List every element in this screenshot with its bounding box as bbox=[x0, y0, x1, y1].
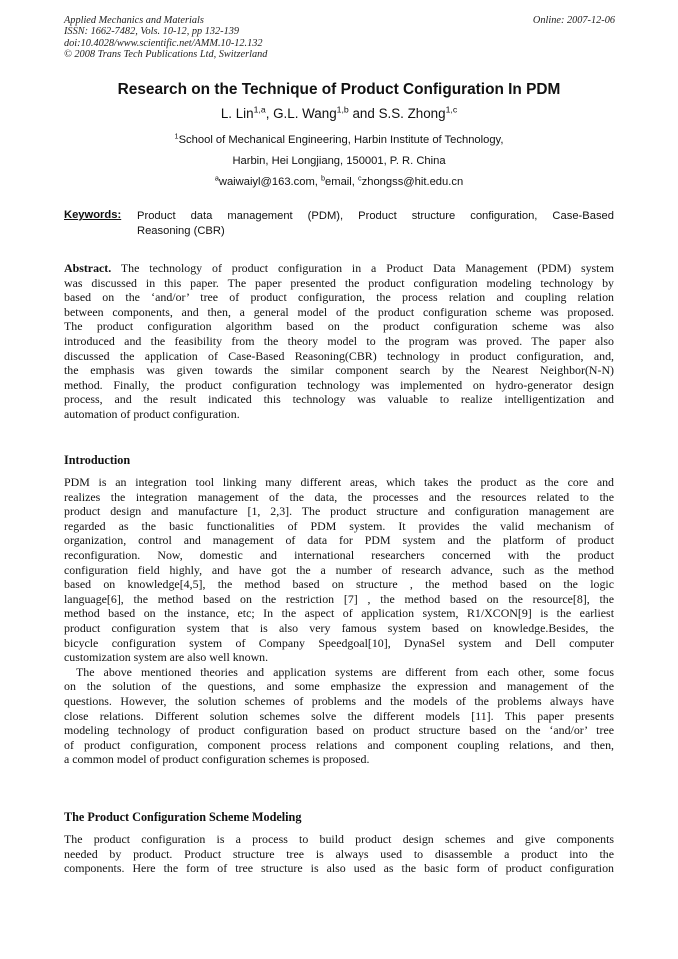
author-sup: 1,a bbox=[253, 104, 266, 115]
paragraph-line: product design and manufacture [1, 2,3]. The product structure and configuration management are bbox=[64, 504, 614, 519]
author-sup: 1,b bbox=[336, 104, 349, 115]
paragraph-line: The above mentioned theories and application systems are different from each other, some focus bbox=[76, 664, 614, 679]
email-sup: c bbox=[358, 173, 362, 183]
author-sup: 1,c bbox=[445, 104, 458, 115]
doi-line: doi:10.4028/www.scientific.net/AMM.10-12.132 bbox=[64, 37, 263, 49]
abstract-line: automation of product configuration. bbox=[64, 406, 240, 421]
abstract-line: process, and the result indicated this technology was valuable to realize intelligentization and bbox=[64, 392, 614, 407]
section-heading: The Product Configuration Scheme Modeling bbox=[64, 810, 302, 824]
paragraph-line: configuration field highly, and have got the a number of research advance, such as the method bbox=[64, 562, 614, 577]
paragraph-line: reconfiguration. Now, domestic and international researchers concerned with the product bbox=[64, 547, 614, 562]
keywords-label: Keywords: bbox=[64, 209, 122, 221]
paper-title: Research on the Technique of Product Configuration In PDM bbox=[117, 81, 561, 98]
abstract-line: discussed the application of Case-Based Reasoning(CBR) technology in product configuration, and, bbox=[64, 348, 614, 363]
paragraph-line: product configuration system that is also very famous system based on knowledge.Besides, the bbox=[64, 620, 614, 635]
paragraph-line: based on knowledge[4,5], the method based on structure , the method based on the logic bbox=[64, 577, 614, 592]
affiliation-sup: 1 bbox=[174, 131, 179, 141]
paragraph-line: bicycle configuration system of Company Speedgoal[10], DynaSel system and Dell computer bbox=[64, 635, 614, 650]
copyright-line: © 2008 Trans Tech Publications Ltd, Switzerland bbox=[64, 49, 268, 61]
abstract-line: was discussed in this paper. The paper presented the product configuration modeling technology by bbox=[64, 275, 614, 290]
email-sup: b bbox=[321, 173, 326, 183]
abstract-line: the emphasis was given towards the similar component search by the Nearest Neighbor(N-N) bbox=[64, 363, 614, 378]
paragraph-line: on the solution of the questions, and some emphasize the expression and management of the bbox=[64, 679, 614, 694]
online-date: Online: 2007-12-06 bbox=[532, 15, 615, 26]
keywords-line: Reasoning (CBR) bbox=[137, 225, 225, 237]
abstract-line: The product configuration algorithm based on the product configuration scheme was also bbox=[64, 319, 614, 334]
paragraph-line: regarded as the basic functionalities of PDM system. It provides the valid mechanism of bbox=[64, 518, 614, 533]
paragraph-line: components. Here the form of tree structure is also used as the basic form of product configuration bbox=[64, 861, 614, 876]
issn-line: ISSN: 1662-7482, Vols. 10-12, pp 132-139 bbox=[64, 26, 240, 38]
paragraph-line: organization, control and management of data for PDM system and the platform of product bbox=[64, 533, 614, 548]
section-body bbox=[64, 832, 614, 876]
affiliation-text: School of Mechanical Engineering, Harbin Institute of Technology, bbox=[178, 134, 504, 146]
paragraph-line: The product configuration is a process to build product design schemes and give components bbox=[64, 832, 614, 846]
paragraph-line: questions. However, the solution schemes of problems and the models of the problems always have bbox=[64, 693, 614, 708]
author-name: S.S. Zhong bbox=[378, 106, 446, 121]
paragraph-line: of product configuration, component process relations and component coupling relations, and then, bbox=[64, 737, 614, 752]
affiliation-line-1 bbox=[30, 131, 648, 146]
author-name: G.L. Wang bbox=[273, 106, 337, 121]
paragraph-line: language[6], the method based on the restriction [7] , the method based on the resource[8], the bbox=[64, 591, 614, 606]
abstract-line bbox=[64, 261, 614, 276]
paragraph-line: method based on the instance, etc; In the aspect of application system, R1/XCON[9] is the earliest bbox=[64, 606, 614, 621]
email-text: email, bbox=[325, 176, 358, 188]
abstract-line: between components, and then, a general model of the product configuration scheme was proposed. bbox=[64, 304, 614, 319]
abstract-line: based on the ‘and/or’ tree of product configuration, the process relation and coupling relation bbox=[64, 290, 614, 305]
abstract-label: Abstract. bbox=[64, 261, 112, 275]
author-separator: and bbox=[348, 106, 379, 121]
author-list bbox=[30, 106, 648, 121]
paragraph-line: a common model of product configuration schemes is proposed. bbox=[64, 752, 370, 767]
keywords-line: Product data management (PDM), Product structure configuration, Case-Based bbox=[137, 210, 614, 222]
email-text: waiwaiyl@163.com, bbox=[218, 176, 321, 188]
abstract-block bbox=[64, 261, 614, 422]
abstract-line: introduced and the feasibility from the theory model to the program was proved. The paper also bbox=[64, 333, 614, 348]
paragraph-line: modeling technology of product configuration based on product structure based on the ‘and/or’ tree bbox=[64, 723, 614, 738]
abstract-line: method. Finally, the product configuration technology was implemented on hydro-generator design bbox=[64, 377, 614, 392]
introduction-heading: Introduction bbox=[64, 453, 131, 467]
email-line bbox=[30, 173, 648, 188]
paragraph-line: PDM is an integration tool linking many different areas, which takes the product as the core and bbox=[64, 475, 614, 489]
journal-name: Applied Mechanics and Materials bbox=[64, 15, 204, 26]
affiliation-line-2: Harbin, Hei Longjiang, 150001, P. R. China bbox=[232, 155, 446, 167]
paragraph-line: realizes the integration management of the data, the processes and the resources related to the bbox=[64, 489, 614, 504]
author-name: L. Lin bbox=[220, 106, 254, 121]
email-text: zhongss@hit.edu.cn bbox=[361, 176, 464, 188]
paragraph-line: customization system are also well known. bbox=[64, 650, 269, 665]
paragraph-line: close relations. Different solution schemes solve the different models [11]. This paper presents bbox=[64, 708, 614, 723]
email-sup: a bbox=[214, 173, 219, 183]
abstract-line-text: The technology of product configuration in a Product Data Management (PDM) system bbox=[111, 261, 614, 275]
paragraph-line: needed by product. Product structure tree is always used to disassemble a product into the bbox=[64, 846, 614, 861]
journal-header bbox=[64, 15, 267, 61]
introduction-body bbox=[64, 475, 614, 767]
author-separator: , bbox=[265, 106, 274, 121]
